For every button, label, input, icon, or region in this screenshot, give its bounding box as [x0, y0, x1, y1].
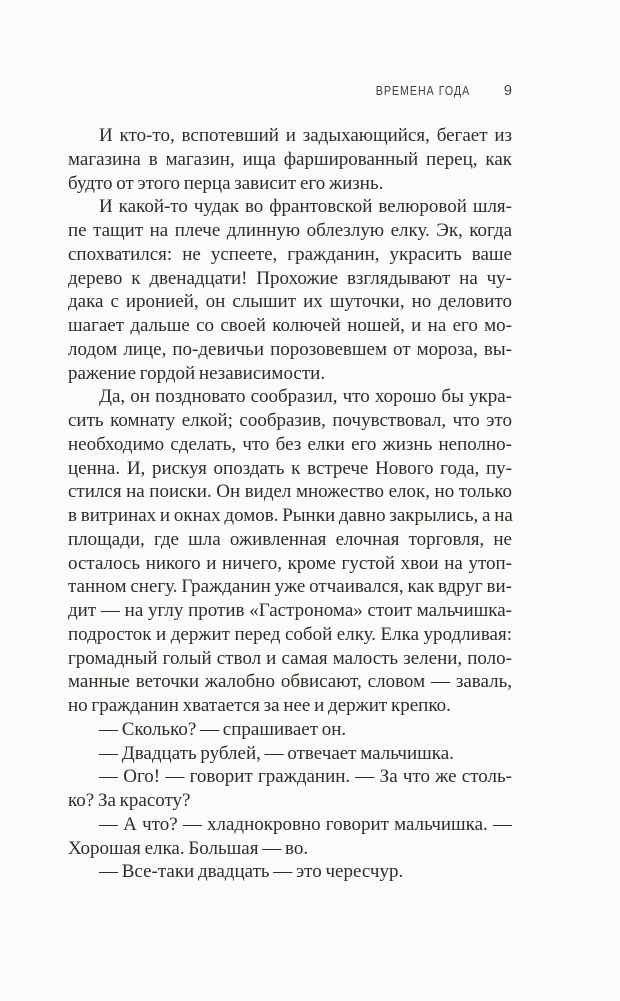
text-line: необходимо сделать, что без елки его жизнь неполно-: [68, 433, 512, 455]
text-line: Хорошая елка. Большая — во.: [68, 837, 309, 859]
text-line: лодом лице, по-девичьи порозовевшем от мороза, вы-: [68, 338, 512, 360]
paragraph: [68, 742, 512, 766]
text-line: — Двадцать рублей, — отвечает мальчишка.: [99, 742, 454, 764]
text-line: Да, он поздновато сообразил, что хорошо бы укра-: [99, 386, 512, 408]
paragraph: [68, 385, 512, 718]
text-line: танном снегу. Гражданин уже отчаивался, как вдруг ви-: [68, 576, 512, 598]
page-number: 9: [503, 83, 512, 99]
text-line: сить комнату елкой; сообразив, почувствовал, что это: [68, 410, 512, 431]
text-line: но гражданин хватается за нее и держит крепко.: [68, 695, 451, 716]
text-line: И какой-то чудак во франтовской велюровой шля-: [99, 196, 512, 218]
text-line: дака с иронией, он слышит их шуточки, но деловито: [68, 291, 512, 313]
text-line: ценна. И, рискуя опоздать к встрече Нового года, пу-: [68, 457, 512, 479]
paragraph: [68, 195, 512, 385]
text-line: — А что? — хладнокровно говорит мальчишка. —: [99, 813, 512, 835]
paragraph: [68, 718, 512, 742]
text-line: — Сколько? — спрашивает он.: [99, 718, 347, 740]
text-line: И кто-то, вспотевший и задыхающийся, бегает из: [99, 125, 512, 146]
paragraph: [68, 813, 512, 861]
text-line: громадный голый ствол и самая малость зелени, поло-: [68, 647, 512, 669]
text-line: дит — на углу против «Гастронома» стоит мальчишка-: [68, 600, 512, 621]
text-line: шагает дальше со своей колючей ношей, и на его мо-: [68, 315, 512, 336]
running-title: ВРЕМЕНА ГОДА: [375, 83, 470, 98]
text-line: площади, где шла оживленная елочная торговля, не: [68, 528, 512, 550]
text-line: в витринах и окнах домов. Рынки давно закрылись, а на: [68, 505, 513, 526]
text-line: подросток и держит перед собой елку. Елка уродливая:: [68, 623, 512, 645]
text-line: манные веточки жалобно обвисают, словом — заваль,: [68, 671, 512, 693]
paragraph: [68, 124, 512, 195]
text-line: пе тащит на плече длинную облезлую елку. Эк, когда: [68, 220, 512, 241]
text-line: — Ого! — говорит гражданин. — За что же столь-: [99, 766, 512, 788]
text-line: ражение гордой независимости.: [68, 362, 326, 384]
text-line: ко? За красоту?: [68, 790, 191, 811]
text-line: будто от этого перца зависит его жизнь.: [68, 172, 384, 194]
page-header: [68, 83, 512, 99]
text-line: стился на поиски. Он видел множество елок, но только: [68, 481, 512, 503]
text-line: — Все-таки двадцать — это чересчур.: [99, 861, 404, 883]
text-line: дерево к двенадцати! Прохожие взглядывают на чу-: [68, 267, 512, 289]
text-line: спохватился: не успеете, гражданин, украсить ваше: [68, 243, 512, 265]
paragraph: [68, 860, 512, 884]
paragraph: [68, 765, 512, 813]
text-line: магазина в магазин, ища фаршированный перец, как: [68, 148, 512, 170]
text-block: [68, 124, 512, 884]
text-line: осталось никого и ничего, кроме густой хвои на утоп-: [68, 552, 512, 574]
